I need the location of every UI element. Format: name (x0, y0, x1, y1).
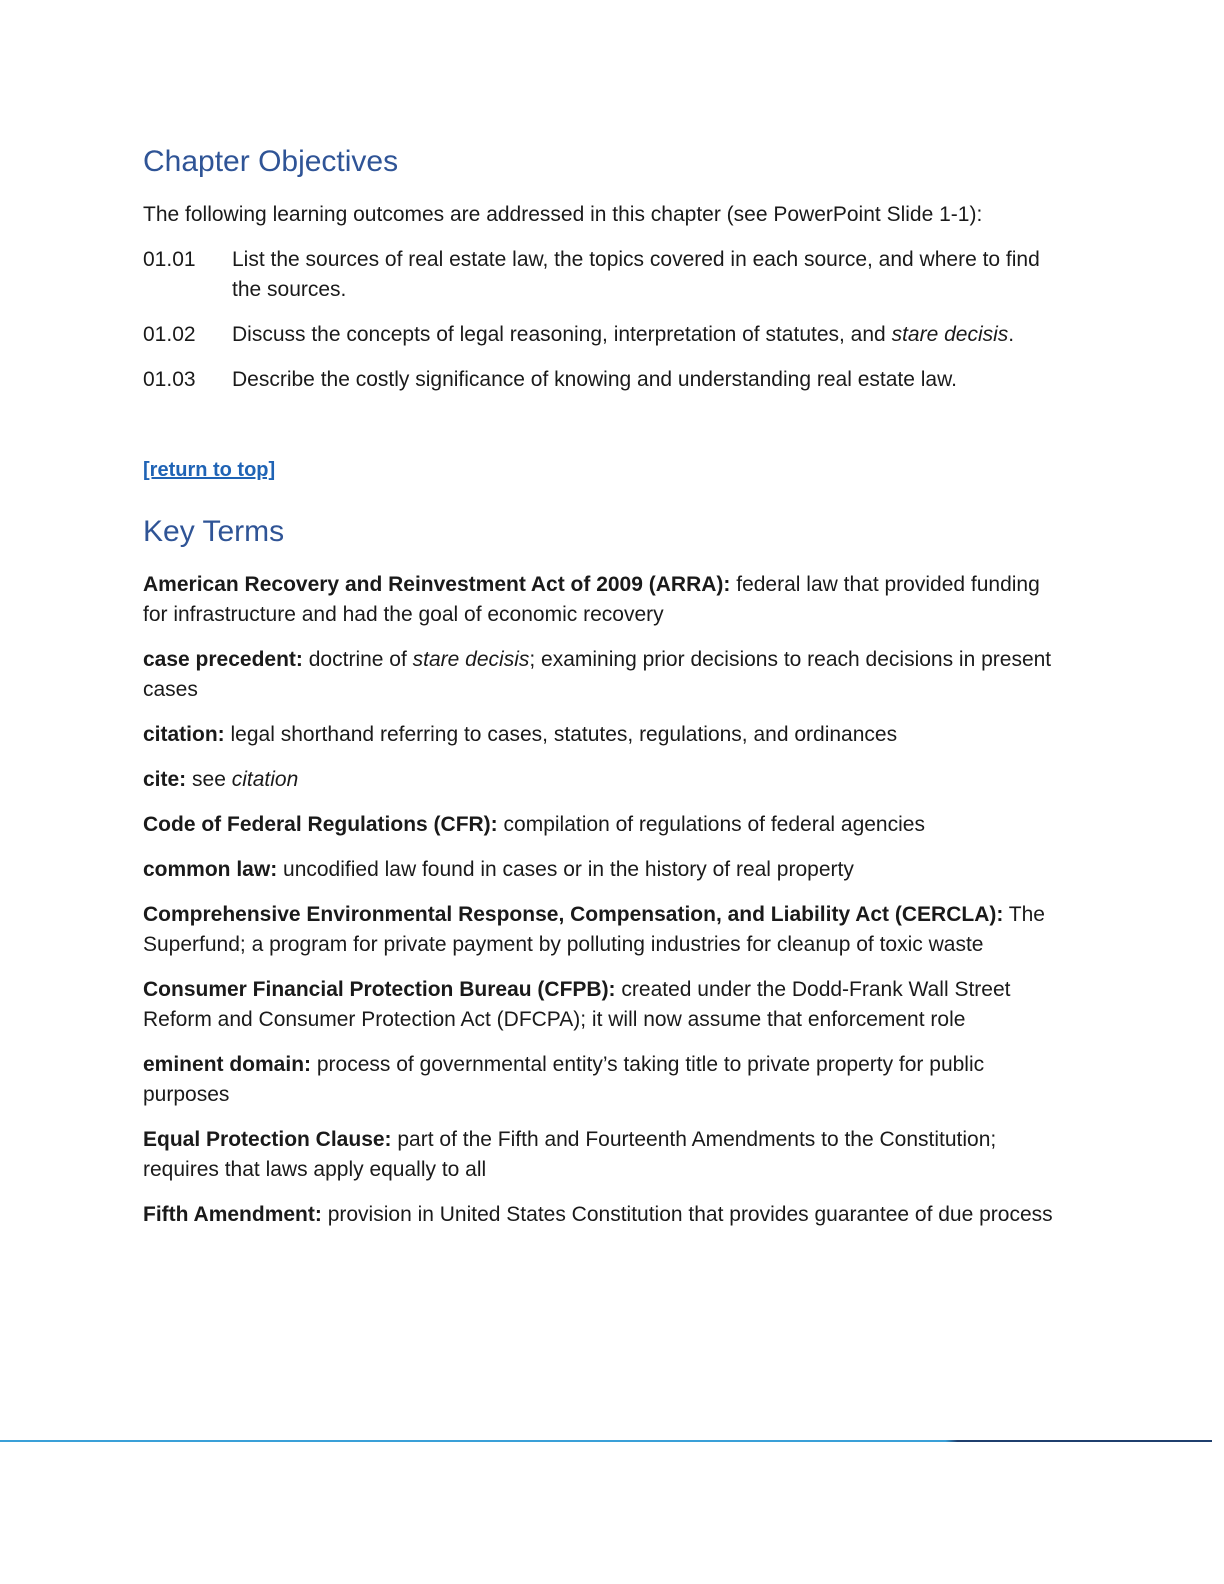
objective-text-part: . (1008, 323, 1015, 346)
objective-text-italic: stare decisis (891, 323, 1009, 346)
return-to-top-link[interactable]: [return to top] (143, 459, 276, 481)
objective-text: Describe the costly significance of knowing and understanding real estate law. (232, 368, 957, 391)
term-name: Consumer Financial Protection Bureau (CFPB): (143, 978, 616, 1001)
objective-item (143, 245, 1068, 305)
key-term (143, 1200, 1068, 1230)
key-term (143, 1050, 1068, 1110)
chapter-objectives-heading: Chapter Objectives (143, 145, 399, 178)
objective-number: 01.03 (143, 368, 196, 391)
term-name: cite: (143, 768, 187, 791)
objective-item (143, 320, 1068, 350)
objective-number: 01.02 (143, 323, 196, 346)
objective-text: List the sources of real estate law, the topics covered in each source, and where to find the sources. (232, 248, 1040, 301)
term-name: Code of Federal Regulations (CFR): (143, 813, 498, 836)
term-name: Equal Protection Clause: (143, 1128, 392, 1151)
key-terms-heading: Key Terms (143, 515, 285, 548)
term-definition: legal shorthand referring to cases, statutes, regulations, and ordinances (224, 723, 898, 746)
term-definition: created under the Dodd-Frank Wall Street Reform and Consumer Protection Act (DFCPA); it will now assume that enforcement role (143, 978, 1011, 1031)
term-definition: uncodified law found in cases or in the history of real property (277, 858, 854, 881)
term-name: Fifth Amendment: (143, 1203, 322, 1226)
term-definition: see (186, 768, 232, 791)
key-term (143, 720, 1068, 750)
term-name: common law: (143, 858, 278, 881)
key-term (143, 975, 1068, 1035)
term-definition: compilation of regulations of federal agencies (497, 813, 925, 836)
term-definition-italic: citation (231, 768, 299, 791)
term-definition: part of the Fifth and Fourteenth Amendments to the Constitution; requires that laws apply equally to all (143, 1128, 997, 1181)
term-definition-italic: stare decisis (412, 648, 530, 671)
objective-number: 01.01 (143, 248, 196, 271)
key-term (143, 900, 1068, 960)
objective-text-part: Discuss the concepts of legal reasoning, interpretation of statutes, and (232, 323, 892, 346)
term-definition: process of governmental entity’s taking title to private property for public purposes (143, 1053, 985, 1106)
objectives-intro: The following learning outcomes are addressed in this chapter (see PowerPoint Slide 1-1): (143, 203, 983, 226)
key-term (143, 645, 1068, 705)
term-definition: federal law that provided funding for infrastructure and had the goal of economic recovery (143, 573, 1040, 626)
key-term (143, 855, 1068, 885)
term-definition: provision in United States Constitution that provides guarantee of due process (321, 1203, 1053, 1226)
objective-text (232, 320, 1068, 350)
term-definition: doctrine of (302, 648, 413, 671)
key-term (143, 570, 1068, 630)
term-definition: ; examining prior decisions to reach decisions in present cases (143, 648, 1052, 701)
term-definition: The Superfund; a program for private payment by polluting industries for cleanup of toxic waste (143, 903, 1045, 956)
key-term (143, 810, 1068, 840)
term-name: eminent domain: (143, 1053, 312, 1076)
document-page (143, 142, 1068, 1245)
term-name: case precedent: (143, 648, 303, 671)
term-name: American Recovery and Reinvestment Act of 2009 (ARRA): (143, 573, 731, 596)
key-term (143, 1125, 1068, 1185)
key-term (143, 765, 1068, 795)
term-name: Comprehensive Environmental Response, Compensation, and Liability Act (CERCLA): (143, 903, 1004, 926)
footer-divider (0, 1440, 1212, 1442)
term-name: citation: (143, 723, 225, 746)
objective-item (143, 365, 1068, 395)
